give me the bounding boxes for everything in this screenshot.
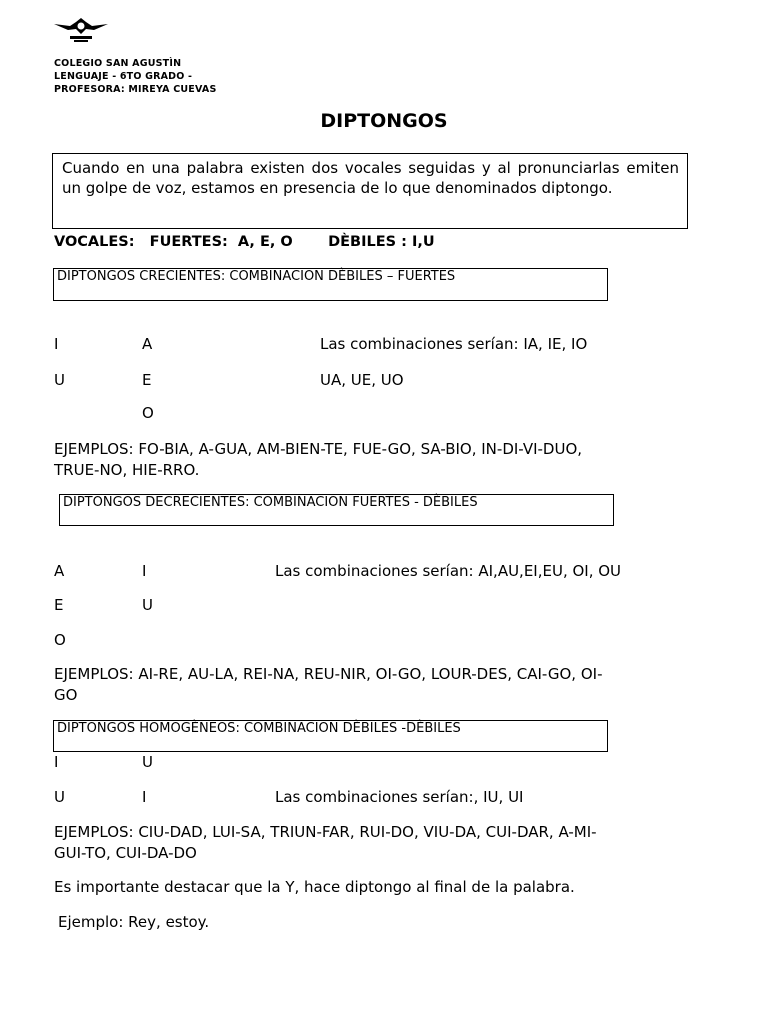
decrecientes-combinations: Las combinaciones serían: AI,AU,EI,EU, OI, OU [275,562,622,580]
teacher-line: PROFESORA: MIREYA CUEVAS [54,84,217,95]
decrecientes-col2-item: U [142,596,153,614]
homogeneos-col2-item: I [142,788,147,806]
y-example: Ejemplo: Rey, estoy. [58,913,210,931]
crecientes-col2-item: O [142,404,154,422]
crecientes-heading-box [53,268,608,301]
decrecientes-col1-item: E [54,596,64,614]
page-title: DIPTONGOS [320,110,448,132]
y-note: Es importante destacar que la Y, hace diptongo al final de la palabra. [54,878,575,896]
homogeneos-heading-box [53,720,608,752]
school-logo [52,14,110,44]
crecientes-combinations-2: UA, UE, UO [320,371,404,389]
definition-text: Cuando en una palabra existen dos vocales seguidas y al pronunciarlas emiten un golpe de voz, estamos en presencia de lo que denominados diptongo. [62,159,679,197]
crecientes-heading: DIPTONGOS CRECIENTES: COMBINACION DÈBILES – FUERTES [57,269,456,284]
subject-line: LENGUAJE - 6TO GRADO - [54,71,193,82]
crecientes-combinations: Las combinaciones serían: IA, IE, IO [320,335,588,353]
vocales-line: VOCALES: FUERTES: A, E, O DÈBILES : I,U [54,234,435,250]
homogeneos-examples: EJEMPLOS: CIU-DAD, LUI-SA, TRIUN-FAR, RUI-DO, VIU-DA, CUI-DAR, A-MI- [54,823,597,841]
decrecientes-col1-item: O [54,631,66,649]
crecientes-examples: EJEMPLOS: FO-BIA, A-GUA, AM-BIEN-TE, FUE-GO, SA-BIO, IN-DI-VI-DUO, [54,440,583,458]
decrecientes-heading: DIPTONGOS DECRECIENTES: COMBINACION FUERTES - DÈBILES [63,495,478,510]
crecientes-col2-item: E [142,371,152,389]
decrecientes-examples-2: GO [54,686,78,704]
decrecientes-examples: EJEMPLOS: AI-RE, AU-LA, REI-NA, REU-NIR, OI-GO, LOUR-DES, CAI-GO, OI- [54,665,603,683]
decrecientes-col2-item: I [142,562,147,580]
crecientes-col1-item: U [54,371,65,389]
crecientes-col1-item: I [54,335,59,353]
homogeneos-col1-item: U [54,788,65,806]
definition-box [52,153,688,229]
homogeneos-combinations: Las combinaciones serían:, IU, UI [275,788,524,806]
decrecientes-col1-item: A [54,562,65,580]
homogeneos-col2-item: U [142,753,153,771]
homogeneos-heading: DIPTONGOS HOMOGÈNEOS: COMBINACION DÈBILES -DÈBILES [57,721,461,736]
homogeneos-col1-item: I [54,753,59,771]
homogeneos-examples-2: GUI-TO, CUI-DA-DO [54,844,197,862]
decrecientes-heading-box [59,494,614,526]
crecientes-col2-item: A [142,335,153,353]
school-name: COLEGIO SAN AGUSTÌN [54,58,182,69]
crecientes-examples-2: TRUE-NO, HIE-RRO. [54,461,200,479]
